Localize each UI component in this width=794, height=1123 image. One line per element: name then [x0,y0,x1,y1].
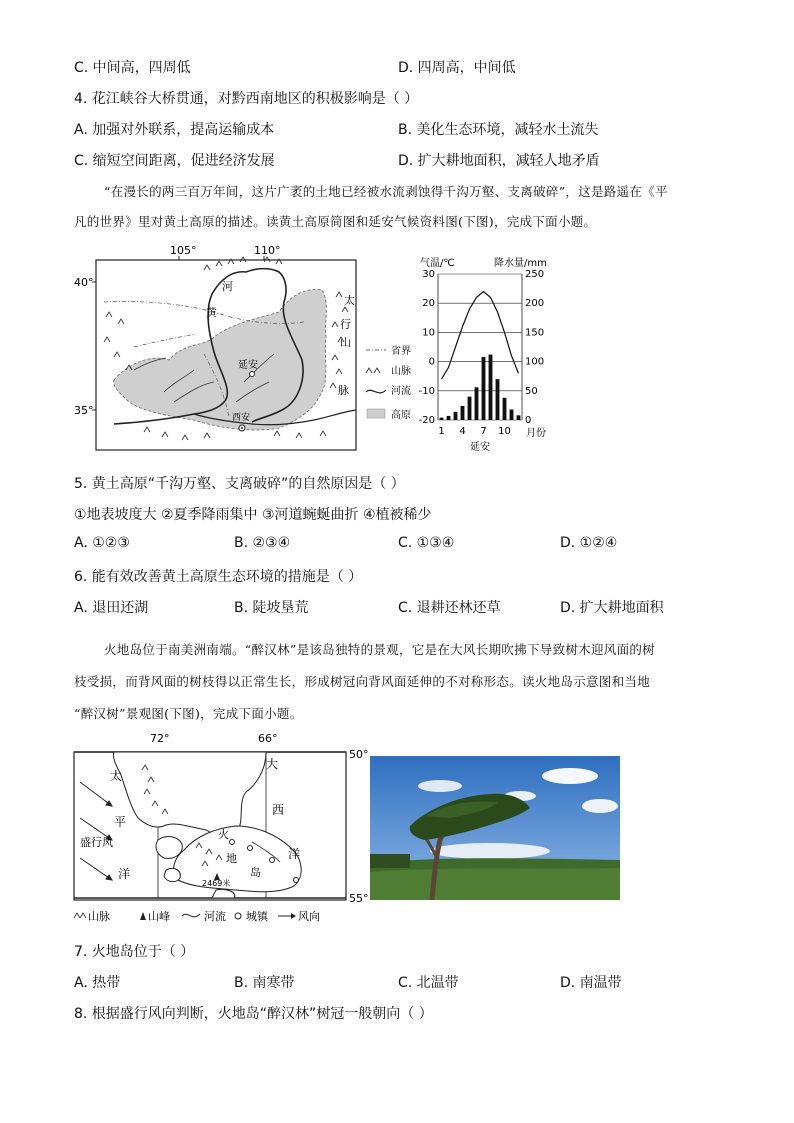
lon-label-110: 110° [254,244,281,257]
passage1-line1: “在漫长的两三百万年间，这片广袤的土地已经被水流剥蚀得千沟万壑、支离破碎”，这是路遥在《平 [104,184,668,199]
q7-stem: 7. 火地岛位于（ ） [74,944,195,960]
y-tick-right: 200 [525,298,545,310]
chart-location: 延安 [470,442,490,453]
lat-label-50: 50° [349,748,369,761]
precip-bar [517,415,521,420]
label-tai: 太 [344,294,355,307]
x-tick-label: 10 [498,426,511,437]
legend-province-boundary: 省界 [391,346,411,357]
legend-mountain: 山脉 [88,910,110,923]
precip-bar [468,397,472,420]
q5-stem: 5. 黄土高原“千沟万壑、支离破碎”的自然原因是（ ） [74,476,405,492]
label-he: 河 [222,280,233,293]
label-prevailing-wind: 盛行风 [80,836,113,849]
legend-peak: 山峰 [148,910,170,923]
q4-option-c: C. 缩短空间距离，促进经济发展 [74,153,275,169]
legend-mountain: 山脉 [391,366,411,377]
tierra-del-fuego-map [66,730,376,930]
label-dao: 岛 [250,866,261,879]
q7-option-a: A. 热带 [74,975,121,991]
label-da: 大 [266,757,279,771]
label-xi: 西 [272,803,285,817]
q7-option-c: C. 北温带 [398,975,459,991]
passage1-line2: 凡的世界》里对黄土高原的描述。读黄土高原简图和延安气候资料图(下图)，完成下面小题。 [74,214,597,229]
town-dot [270,858,275,863]
y-tick-right: 250 [525,269,545,280]
q7-option-b: B. 南寒带 [234,975,295,991]
y-tick-left: -20 [418,415,435,426]
label-huo: 火 [218,828,229,841]
precip-bar [461,406,465,420]
map2-legend [74,909,320,923]
q7-option-d: D. 南温带 [560,975,622,991]
yanan-climate-chart [410,256,575,456]
label-hang: 行 [340,318,351,331]
town-dot [248,846,253,851]
precip-bar [482,357,486,420]
passage2-line3: “醉汉树”景观图(下图)，完成下面小题。 [74,706,303,721]
q4-option-b: B. 美化生态环境，减轻水土流失 [398,122,599,138]
lat-label-55: 55° [349,892,369,905]
q5-option-c: C. ①③④ [398,535,455,551]
precip-bar [440,418,444,420]
label-di: 地 [226,852,237,865]
temperature-curve [442,292,519,380]
precip-bar [475,387,479,420]
y-tick-left: 10 [422,327,435,339]
x-tick-label: 4 [459,426,466,437]
precip-bar [496,379,500,420]
lon-label-72: 72° [150,732,170,745]
label-mai: 脉 [338,384,349,397]
q4-option-d: D. 扩大耕地面积，减轻人地矛盾 [398,153,600,169]
map1-legend [366,344,411,421]
q5-option-b: B. ②③④ [234,535,291,551]
label-yang-pacific: 洋 [118,867,131,881]
q6-stem: 6. 能有效改善黄土高原生态环境的措施是（ ） [74,569,363,585]
q6-option-a: A. 退田还湖 [74,600,149,616]
q5-items: ①地表坡度大 ②夏季降雨集中 ③河道蜿蜒曲折 ④植被稀少 [74,507,432,523]
q4-option-a: A. 加强对外联系，提高运输成本 [74,122,275,138]
precip-bar [489,355,493,420]
label-yanan: 延安 [238,360,258,371]
label-shan: 山 [340,336,351,349]
y-tick-left: -10 [418,385,435,397]
lon-label-105: 105° [170,244,197,257]
label-xian: 西安 [232,413,251,423]
legend-river: 河流 [204,910,226,923]
label-huang: 黄 [206,306,217,319]
y-tick-left: 0 [428,356,435,368]
label-ping: 平 [114,815,127,829]
lon-label-66: 66° [258,732,278,745]
y-tick-right: 100 [525,356,545,368]
lat-label-35: 35° [74,404,94,417]
chart-ylabel-left: 气温/℃ [420,258,455,269]
label-tai-pacific: 太 [110,769,123,783]
precip-bar [503,398,507,420]
label-yang-atlantic: 洋 [288,847,301,861]
precip-bar [447,416,451,420]
drunken-tree-photo [370,756,620,900]
q6-option-b: B. 陡坡垦荒 [234,600,309,616]
legend-town: 城镇 [246,910,268,923]
x-tick-label: 7 [480,426,487,437]
x-tick-label: 1 [438,426,445,437]
q3-option-d: D. 四周高，中间低 [398,60,516,76]
legend-river: 河流 [391,386,411,397]
precip-bar [510,409,514,420]
town-dot [294,878,299,883]
yanan-dot [250,372,255,377]
loess-plateau-map [74,242,424,457]
legend-wind: 风向 [298,910,320,923]
precip-bar [454,412,458,420]
town-dot [230,840,235,845]
q8-stem: 8. 根据盛行风向判断，火地岛“醉汉林”树冠一般朝向（ ） [74,1006,433,1022]
q3-option-c: C. 中间高，四周低 [74,60,191,76]
chart-ylabel-right: 降水量/mm [494,258,547,269]
y-tick-right: 150 [525,327,545,339]
y-tick-left: 30 [422,269,435,280]
q5-option-d: D. ①②④ [560,535,618,551]
y-tick-right: 0 [525,415,532,426]
q5-option-a: A. ①②③ [74,535,130,551]
lat-label-40: 40° [74,276,94,289]
passage2-line1: 火地岛位于南美洲南端。“醉汉林”是该岛独特的景观，它是在大风长期吹拂下导致树木迎风面的树 [104,642,655,657]
q4-stem: 4. 花江峡谷大桥贯通，对黔西南地区的积极影响是（ ） [74,91,419,107]
q6-option-c: C. 退耕还林还草 [398,600,501,616]
y-tick-left: 20 [422,298,435,310]
y-tick-right: 50 [525,385,538,397]
label-peak-height: 2469米 [202,879,231,888]
chart-xlabel: 月份 [526,428,546,439]
legend-plateau: 高原 [391,410,411,421]
passage2-line2: 枝受损，而背风面的树枝得以正常生长，形成树冠向背风面延伸的不对称形态。读火地岛示意图和当地 [74,674,651,689]
q6-option-d: D. 扩大耕地面积 [560,600,664,616]
